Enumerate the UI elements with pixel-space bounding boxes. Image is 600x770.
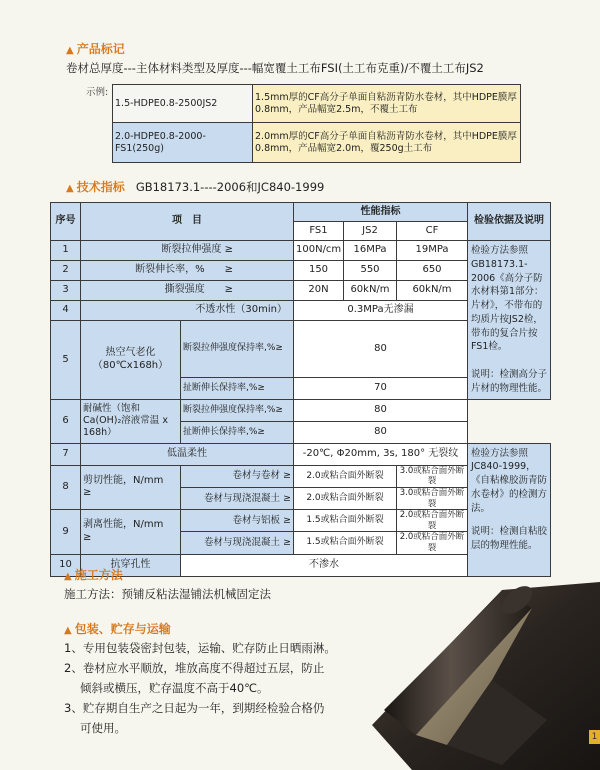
cell-value: -20℃, Φ20mm, 3s, 180° 无裂纹 — [294, 443, 468, 465]
membrane-roll-image — [372, 560, 600, 770]
table-row — [51, 443, 551, 465]
row-subitem: 扯断伸长保持率,%≥ — [181, 377, 294, 399]
triangle-icon: ▲ — [64, 571, 72, 582]
row-number: 3 — [51, 281, 81, 301]
cell-cf: 650 — [397, 261, 468, 281]
packaging-item: 1、专用包装袋密封包装，运输、贮存防止日晒雨淋。 — [64, 641, 336, 655]
cell-fs1: 20N — [294, 281, 344, 301]
example-row — [113, 85, 521, 123]
cell-value: 80 — [294, 399, 468, 421]
page-number-tab: 1 — [589, 730, 600, 744]
cell-js2: 550 — [344, 261, 397, 281]
cell-value: 不渗水 — [181, 554, 468, 576]
header-item: 项 目 — [81, 203, 294, 241]
cell-value: 1.5或粘合面外断裂 — [294, 532, 397, 554]
cell-value: 0.3MPa无渗漏 — [294, 301, 468, 321]
basis-note-bottom: 检验方法参照JC840-1999，《自粘橡胶沥青防水卷材》的检测方法。 说明：检测自粘胶层的物理性能。 — [468, 443, 551, 576]
row-item: 断裂伸长率，% ≥ — [81, 261, 294, 281]
header-basis: 检验依据及说明 — [468, 203, 551, 241]
row-item: 断裂拉伸强度 ≥ — [81, 241, 294, 261]
cell-value: 3.0或粘合面外断裂 — [397, 487, 468, 509]
row-number: 5 — [51, 321, 81, 400]
row-subitem: 断裂拉伸强度保持率,%≥ — [181, 321, 294, 378]
example-desc: 2.0mm厚的CF高分子单面自粘沥青防水卷材，其中HDPE膜厚0.8mm，产品幅宽2.0m，覆250g土工布 — [253, 123, 521, 163]
row-subitem: 卷材与现浇混凝土 ≥ — [181, 487, 294, 509]
spec-table — [50, 202, 551, 577]
cell-cf: 60kN/m — [397, 281, 468, 301]
cell-value: 80 — [294, 421, 468, 443]
row-number: 7 — [51, 443, 81, 465]
row-item: 热空气老化（80℃x168h） — [81, 321, 181, 400]
row-subitem: 断裂拉伸强度保持率,%≥ — [181, 399, 294, 421]
row-subitem: 卷材与卷材 ≥ — [181, 465, 294, 487]
row-number: 4 — [51, 301, 81, 321]
packaging-item: 倾斜或横压，贮存温度不高于40℃。 — [80, 681, 269, 695]
example-desc: 1.5mm厚的CF高分子单面自粘沥青防水卷材，其中HDPE膜厚0.8mm，产品幅宽2.5m，不覆土工布 — [253, 85, 521, 123]
triangle-icon: ▲ — [64, 625, 72, 636]
cell-value: 3.0或粘合面外断裂 — [397, 465, 468, 487]
cell-fs1: 150 — [294, 261, 344, 281]
row-item: 剥离性能，N/mm ≥ — [81, 510, 181, 555]
basis-note-top: 检验方法参照GB18173.1-2006《高分子防水材料第1部分：片材》，不带布的均质片按JS2检，带布的复合片按FS1检。 说明：检测高分子片材的物理性能。 — [468, 241, 551, 400]
row-item: 不透水性（30min） — [81, 301, 294, 321]
triangle-icon: ▲ — [66, 183, 74, 194]
cell-js2: 16MPa — [344, 241, 397, 261]
construction-text: 施工方法：预铺反粘法湿铺法机械固定法 — [64, 587, 271, 601]
cell-value: 80 — [294, 321, 468, 378]
cell-value: 2.0或粘合面外断裂 — [397, 532, 468, 554]
row-number: 9 — [51, 510, 81, 555]
row-number: 8 — [51, 465, 81, 510]
cell-js2: 60kN/m — [344, 281, 397, 301]
tech-standard: GB18173.1----2006和JC840-1999 — [135, 180, 325, 194]
header-cf: CF — [397, 222, 468, 241]
table-row — [51, 399, 551, 421]
section-title-product-mark: ▲ 产品标记 — [66, 42, 125, 56]
row-item: 耐碱性（饱和Ca(OH)₂溶液常温 x 168h） — [81, 399, 181, 443]
section-title-tech: ▲ 技术指标 GB18173.1----2006和JC840-1999 — [66, 180, 325, 194]
table-row — [51, 241, 551, 261]
triangle-icon: ▲ — [66, 45, 74, 56]
packaging-item: 3、贮存期自生产之日起为一年，到期经检验合格仍 — [64, 701, 325, 715]
row-item: 抗穿孔性 — [81, 554, 181, 576]
row-number: 1 — [51, 241, 81, 261]
row-number: 2 — [51, 261, 81, 281]
packaging-item: 可使用。 — [80, 721, 126, 735]
cell-value: 70 — [294, 377, 468, 399]
product-mark-text: 卷材总厚度---主体材料类型及厚度---幅宽覆土工布FSI(土工布克重)/不覆土工布JS2 — [66, 61, 484, 75]
section-title-construction: ▲ 施工方法 — [64, 568, 123, 582]
header-no: 序号 — [51, 203, 81, 241]
example-row — [113, 123, 521, 163]
cell-fs1: 100N/cm — [294, 241, 344, 261]
example-code: 1.5-HDPE0.8-2500JS2 — [113, 85, 253, 123]
row-number: 6 — [51, 399, 81, 443]
cell-value: 2.0或粘合面外断裂 — [294, 465, 397, 487]
row-subitem: 扯断伸长保持率,%≥ — [181, 421, 294, 443]
cell-value: 1.5或粘合面外断裂 — [294, 510, 397, 532]
row-subitem: 卷材与铝板 ≥ — [181, 510, 294, 532]
row-item: 撕裂强度 ≥ — [81, 281, 294, 301]
section-title-packaging: ▲ 包装、贮存与运输 — [64, 622, 171, 636]
row-item: 低温柔性 — [81, 443, 294, 465]
header-js2: JS2 — [344, 222, 397, 241]
row-subitem: 卷材与现浇混凝土 ≥ — [181, 532, 294, 554]
cell-value: 2.0或粘合面外断裂 — [397, 510, 468, 532]
example-label: 示例: — [86, 87, 109, 98]
row-number: 10 — [51, 554, 81, 576]
example-table — [112, 84, 521, 163]
header-fs1: FS1 — [294, 222, 344, 241]
cell-cf: 19MPa — [397, 241, 468, 261]
header-perf: 性能指标 — [294, 203, 468, 222]
packaging-item: 2、卷材应水平顺放，堆放高度不得超过五层，防止 — [64, 661, 325, 675]
row-item: 剪切性能，N/mm ≥ — [81, 465, 181, 510]
example-code: 2.0-HDPE0.8-2000-FS1(250g) — [113, 123, 253, 163]
cell-value: 2.0或粘合面外断裂 — [294, 487, 397, 509]
